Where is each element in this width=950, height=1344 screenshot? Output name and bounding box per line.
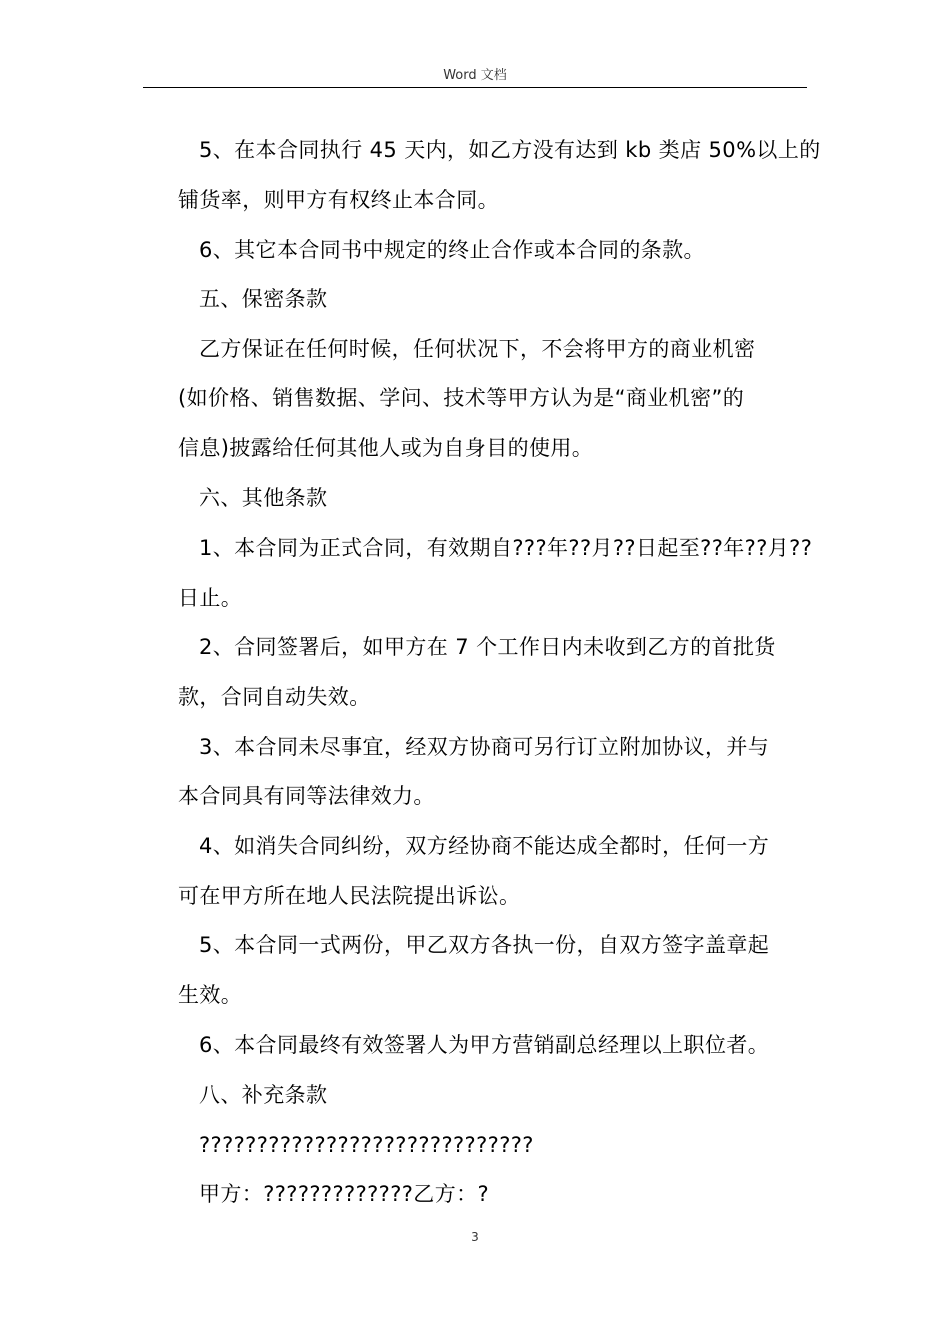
section-heading: 五、保密条款 xyxy=(199,287,328,311)
text-line: 信息)披露给任何其他人或为自身目的使用。 xyxy=(178,436,594,460)
text-line: 2、合同签署后，如甲方在 7 个工作日内未收到乙方的首批货 xyxy=(199,635,776,659)
text-line: 铺货率，则甲方有权终止本合同。 xyxy=(178,188,499,212)
text-line: 生效。 xyxy=(178,983,243,1007)
text-line: 3、本合同未尽事宜，经双方协商可另行订立附加协议，并与 xyxy=(199,735,770,759)
text-line: 5、本合同一式两份，甲乙双方各执一份，自双方签字盖章起 xyxy=(199,933,770,957)
text-line: ????????????????????????????? xyxy=(199,1133,534,1157)
signature-line: 甲方：?????????????乙方：? xyxy=(199,1182,490,1206)
page-number: 3 xyxy=(471,1230,479,1244)
header-title: Word 文档 xyxy=(443,68,507,83)
text-line: 4、如消失合同纠纷，双方经协商不能达成全都时，任何一方 xyxy=(199,834,770,858)
header-rule xyxy=(143,87,807,88)
text-line: 6、本合同最终有效签署人为甲方营销副总经理以上职位者。 xyxy=(199,1033,770,1057)
text-line: (如价格、销售数据、学问、技术等甲方认为是“商业机密”的 xyxy=(178,386,745,410)
text-line: 1、本合同为正式合同，有效期自???年??月??日起至??年??月?? xyxy=(199,536,813,560)
text-line: 5、在本合同执行 45 天内，如乙方没有达到 kb 类店 50%以上的 xyxy=(199,138,821,162)
text-line: 6、其它本合同书中规定的终止合作或本合同的条款。 xyxy=(199,238,705,262)
text-line: 本合同具有同等法律效力。 xyxy=(178,784,435,808)
section-heading: 六、其他条款 xyxy=(199,486,328,510)
section-heading: 八、补充条款 xyxy=(199,1083,328,1107)
text-line: 款，合同自动失效。 xyxy=(178,685,371,709)
text-line: 乙方保证在任何时候，任何状况下，不会将甲方的商业机密 xyxy=(199,337,756,361)
text-line: 可在甲方所在地人民法院提出诉讼。 xyxy=(178,884,521,908)
text-line: 日止。 xyxy=(178,586,243,610)
